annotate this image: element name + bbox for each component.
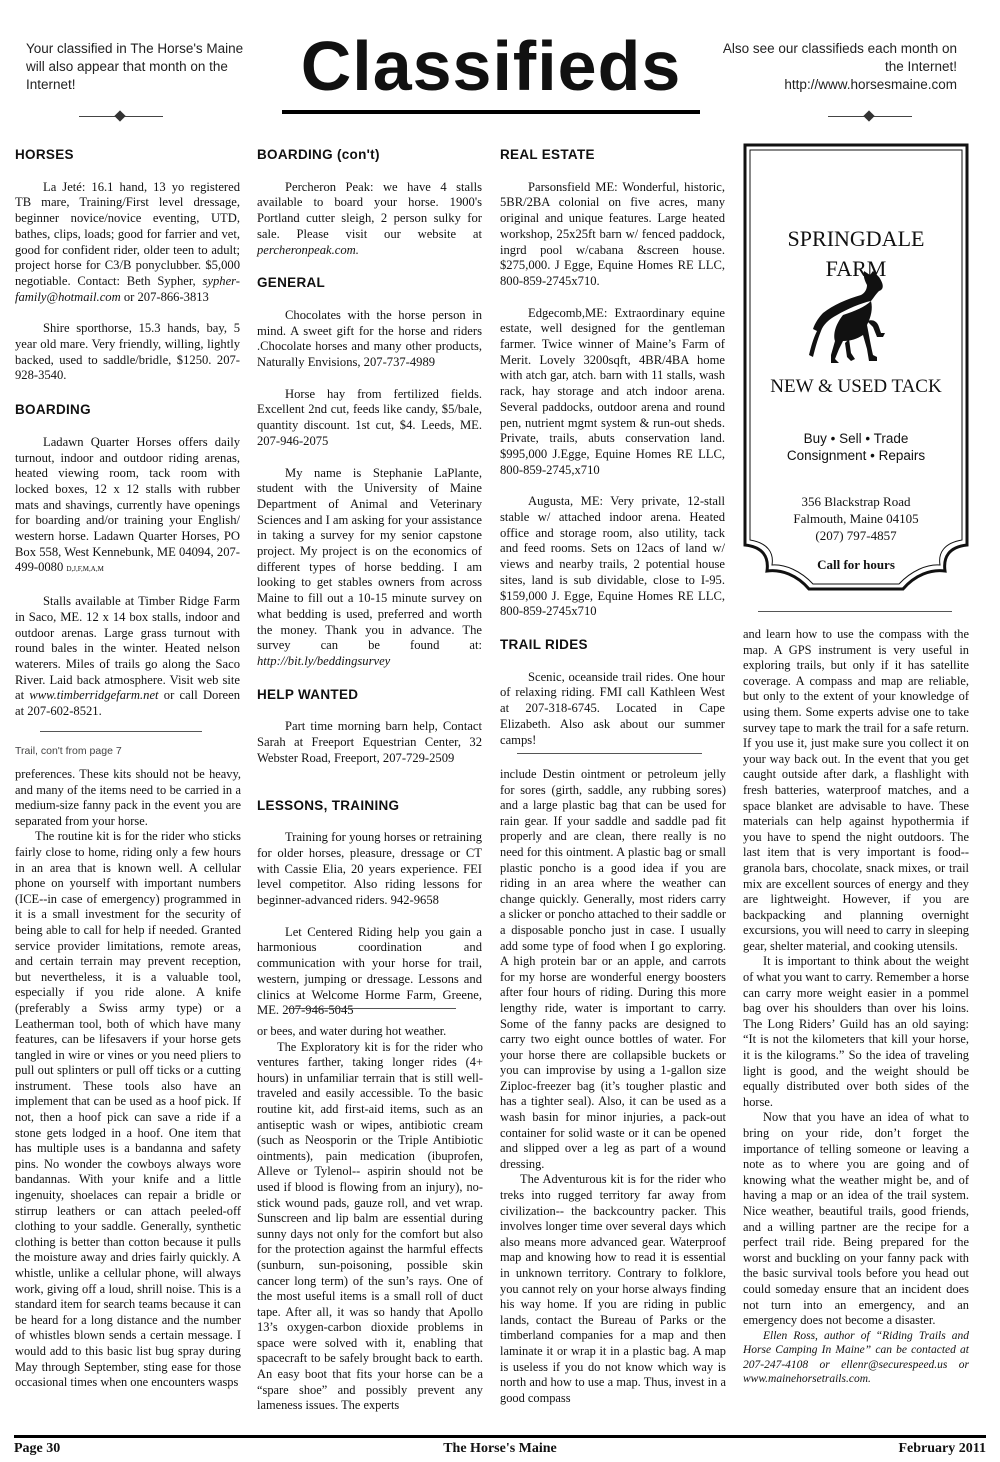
classified-ad-cassie-elia — [257, 830, 482, 909]
ad-run-code: D,J,F,M,A,M — [66, 565, 104, 574]
article-byline: Ellen Ross, author of “Riding Trails and Horse Camping In Maine” can be contacted at 207-247-4108 or ellenr@securespeed.us or www.mainehorsetrails.com. — [743, 1329, 969, 1386]
section-heading-trail-rides: TRAIL RIDES — [500, 636, 588, 652]
divider-rule — [758, 611, 952, 612]
springdale-farm-ad — [743, 143, 969, 605]
classified-ad-augusta — [500, 494, 725, 620]
column-2-classifieds — [257, 147, 482, 1019]
ad-website[interactable]: percheronpeak.com. — [257, 242, 359, 257]
classified-ad-parsonsfield — [500, 180, 725, 290]
ad-text-tail: or call Doreen at 207-602-8521. — [15, 688, 241, 719]
article-paragraph: preferences. These kits should not be heavy, and many of the items need to be carried in a medium-size fanny pack in the event you are separated from your horse. — [15, 767, 241, 828]
horse-silhouette-icon — [809, 271, 885, 363]
continuation-label: Trail, con't from page 7 — [15, 745, 122, 757]
classified-ad-ladawn — [15, 435, 240, 578]
article-paragraph: It is important to think about the weight of what you want to carry. Remember a horse can carry more weight easier in a pommel bag over his shoulders than over his loins. The Long Riders’ Guild has an old saying: “It is not the kilometers that kill your horse, it is the kilograms.” So the idea of traveling light is good, and the weight should be equally distributed over both sides of the horse. — [743, 954, 969, 1109]
section-heading-help-wanted: HELP WANTED — [257, 686, 359, 702]
ad-address-line2: Falmouth, Maine 04105 — [793, 511, 919, 526]
ad-text: Horse hay from fertilized fields. Excellent 2nd cut, feeds like candy, $5/bale, quantity discount. 1st cut, $4. Leeds, ME. 207-946-2075 — [257, 386, 482, 448]
section-heading-boarding: BOARDING — [15, 402, 91, 418]
ad-address — [743, 493, 969, 544]
ad-farm-name — [743, 224, 969, 284]
issue-date: February 2011 — [898, 1441, 986, 1456]
ad-text-tail: or 207-866-3813 — [123, 289, 209, 304]
ad-address-line1: 356 Blackstrap Road — [801, 494, 911, 509]
article-column-3 — [500, 767, 726, 1406]
classified-ad-oceanside-rides — [500, 670, 725, 749]
article-column-2 — [257, 1024, 483, 1414]
ad-text: Scenic, oceanside trail rides. One hour of relaxing riding. FMI call Kathleen West at 207-318-6745. Located in Cape Elizabeth. Also ask about our summer camps! — [500, 669, 725, 747]
ad-services — [743, 430, 969, 464]
publication-name: The Horse's Maine — [443, 1441, 557, 1456]
ad-tagline: NEW & USED TACK — [770, 376, 942, 397]
column-3-classifieds — [500, 147, 725, 748]
classified-ad-survey — [257, 466, 482, 670]
classified-ad-barn-help — [257, 719, 482, 766]
ad-text: Ladawn Quarter Horses offers daily turnout, indoor and outdoor riding arenas, heated viewing room, tack room with locked boxes, 12 x 12 stalls with rubber mats and shavings, currently have openings for boarding and/or training your English/ western horse. Ladawn Quarter Horses, PO Box 558, West Kennebunk, ME 04094, 207-499-0080 — [15, 434, 240, 575]
classified-ad-hay — [257, 387, 482, 450]
ad-text: Augusta, ME: Very private, 12-stall stable w/ attached indoor arena. Heated office and storage room, also utility, tack and feed rooms. Sets on 12acs of land w/ views and nearby trails, 2 potential house sites, land is sub dividable, close to I-95. $159,000 J. Egge, Equine Homes RE LLC, 800-859-2745x710 — [500, 494, 725, 619]
ad-text: Percheron Peak: we have 4 stalls available to board your horse. 1900's Portland cutter sleigh, 2 person sulky for sale. Please visit our website at — [257, 179, 482, 241]
header-left-note: Your classified in The Horse's Maine will also appear that month on the Internet! — [26, 41, 244, 92]
ad-text: Let Centered Riding help you gain a harmonious coordination and communication with your horse for trail, western, jumping or dressage. Lessons and clinics at Welcome Horme Farm, Greene, ME. 207-946-5045 — [257, 924, 482, 1018]
classified-ad-shire — [15, 321, 240, 384]
classified-ad-la-jete — [15, 180, 240, 306]
article-paragraph: The routine kit is for the rider who sticks fairly close to home, riding only a few hours in an area that is known well. A cellular phone on yourself with important numbers (ICE--in case of emergency) programmed in it is a small investment for the security of being able to call for help if needed. Granted service provider limitations, remote areas, and certain terrain may prevent reception, but nevertheless, it is a valuable tool, especially if you ride alone. A knife (preferably a Swiss army type) or a Leatherman tool, both of which have many features, can be lifesavers if your horse gets tangled in wire or vines or you need pliers to pull out splinters or pull off ticks or a cutting instrument. These tools also have an implement that can be used as a hoof pick. If not, then a hoof pick can save a ride if a stone gets lodged in a hoof. One item that has multiple uses is a bandanna and safety pins. No wonder the cowboys always wore bandannas. With your knife and a little ingenuity, shoelaces can repair a bridle or stirrup leathers or can attach peeled-off clothing to your saddle. Generally, synthetic clothing is better than cotton because it pulls the moisture away and dries fairly quickly. A whistle, unlike a cellular phone, will always work, giving off a loud, shrill noise. This is a standard item for search teams because it can be heard for a long distance and the number of whistles blown sends a certain message. I would add to this basic list bug spray during May through September, sting ease for those occasional times when one encounters wasps — [15, 829, 241, 1390]
ad-services-line2: Consignment • Repairs — [786, 448, 926, 463]
ad-farm-name-line2: FARM — [825, 256, 887, 281]
header-right-note — [712, 40, 957, 94]
ad-text: Part time morning barn help, Contact Sarah at Freeport Equestrian Center, 32 Webster Road, Freeport, 207-729-2509 — [257, 719, 482, 765]
article-paragraph: and learn how to use the compass with the map. A GPS instrument is very useful in exploring trails, but only if it has satellite coverage. A compass and map are reliable, but only to the extent of your knowledge of using them. Some experts advise one to take survey tape to mark the trail for a safe return. If you use it, just make sure you collect it on your way back out. In the event that you get caught outside after dark, a flashlight with fresh batteries, waterproof matches, and a space blanket are advisable to have. These materials can help against hypothermia if you have to spend the night outdoors. The last item that is very important is food-- granola bars, chocolate, snack mixes, or trail mix are excellent sources of energy and they are lightweight. However, if you are backpacking and planning overnight excursions, you will need to carry in sleeping gear, shelter material, and cooking utensils. — [743, 627, 969, 953]
classified-ad-percheron-peak — [257, 180, 482, 259]
ad-call-for-hours: Call for hours — [817, 557, 895, 572]
section-heading-boarding-cont: BOARDING (con't) — [257, 147, 380, 162]
classified-ad-edgecomb — [500, 306, 725, 479]
ad-text: La Jeté: 16.1 hand, 13 yo registered TB mare, Training/First level dressage, beginner novice/novice eventing, UTD, bathes, clips, loads; good for farrier and vet, good for confident rider, older teen to adult; project horse for C3/B ponyclubber. $5,000 negotiable. Contact: Beth Sypher, — [15, 179, 240, 288]
article-column-1 — [15, 767, 241, 1391]
classified-ad-centered-riding — [257, 925, 482, 1019]
footer-rule — [14, 1435, 986, 1438]
survey-link[interactable]: http://bit.ly/beddingsurvey — [257, 653, 391, 668]
ad-text: My name is Stephanie LaPlante, student with the University of Maine Department of Animal and Veterinary Sciences and I am asking for your assistance in taking a survey for my senior capstone project. My project is on the economics of different types of horse bedding. I am looking to get stables owners from across Maine to fill out a 10-15 minute survey on what bedding is used, preferred and worth the money. Thank you in advance. The survey can be found at: — [257, 465, 482, 653]
divider-rule — [517, 753, 702, 754]
ad-website[interactable]: www.timberridgefarm.net — [29, 688, 159, 703]
divider-rule — [288, 1008, 456, 1009]
divider-rule — [40, 731, 202, 732]
section-heading-horses: HORSES — [15, 147, 74, 162]
ad-phone: (207) 797-4857 — [815, 528, 897, 543]
ad-text: Training for young horses or retraining for older horses, pleasure, dressage or CT with Cassie Elia, 20 years experience. FEI level competitor. Also riding lessons for beginner-advanced riders. 942-9658 — [257, 830, 482, 908]
article-paragraph: or bees, and water during hot weather. — [257, 1024, 447, 1038]
ad-text: Chocolates with the horse person in mind. A sweet gift for the horse and riders .Chocolate horses and many other products, Naturally Envisions, 207-737-4989 — [257, 307, 482, 370]
column-1-classifieds — [15, 147, 240, 720]
article-paragraph: include Destin ointment or petroleum jelly for sores (girth, saddle, any rubbing sores) and a large plastic bag that can be used for rain gear. If your saddle and saddle pad fit properly and are clean, there really is no need for this ointment. A plastic bag or small plastic poncho is a good idea if you are riding in an area where the weather can change quickly. Generally, most riders carry a slicker or poncho attached to their saddle or a disposable poncho just in case. I usually add some type of food when I go exploring. A high protein bar or an apple, and carrots for my horse are wonderful energy boosters after four hours of riding. During this more lengthy ride, water is important to carry. Some of the fanny packs are designed to carry two eight ounce bottles of water. For your horse there are collapsible buckets or you can improvise by using a 1-gallon size Ziploc-freezer bag (it’s tougher plastic and has a tighter seal). Also, it can be used as a wash basin for minor injuries, a pack-out container for solid waste or it can be opened and slipped over a leg as part of a wound dressing. — [500, 767, 726, 1171]
section-heading-lessons: LESSONS, TRAINING — [257, 797, 400, 813]
page-number: Page 30 — [14, 1441, 61, 1456]
page-title: Classifieds — [282, 26, 700, 114]
website-link[interactable]: http://www.horsesmaine.com — [784, 77, 957, 92]
article-column-4 — [743, 627, 969, 1387]
ad-text: Parsonsfield ME: Wonderful, historic, 5BR/2BA colonial on five acres, many original and unique features. Large heated workshop, 25x25ft barn w/ fenced paddock, ingrd pool w/cabana &screen house. $275,000. J Egge, Equine Homes RE LLC, 800-859-2745x710. — [500, 179, 725, 288]
header-right-note-text: Also see our classifieds each month on the Internet! — [722, 41, 957, 74]
ad-email[interactable]: sypher-family@hotmail.com — [15, 273, 241, 304]
ornament-divider-right — [828, 112, 912, 122]
section-heading-general: GENERAL — [257, 275, 326, 291]
ad-text: Edgecomb,ME: Extraordinary equine estate, well designed for the gentleman farmer. Twice winner of Maine’s Farm of Merit. Lovely 3200sqft, 4BR/4BA home with atch gar, atch. barn with 11 stalls, wash rack, hay storage and atch indoor arena. Several paddocks, outdoor arena and round pen, nutrient mgmt system & run-out sheds. Private, trails, abuts conservation land. $995,000 J.Egge, Equine Homes RE LLC, 800-859-2745,x710 — [500, 305, 725, 477]
ad-services-line1: Buy • Sell • Trade — [803, 431, 909, 446]
ornament-divider-left — [79, 112, 163, 122]
ad-text: Stalls available at Timber Ridge Farm in Saco, ME. 12 x 14 box stalls, indoor and outdoor arenas. Large grass turnout with round bales in the winter. Heated nelson waterers. Miles of trails go along the Saco River. Laid back atmosphere. Visit web site at — [15, 594, 240, 703]
article-paragraph: The Exploratory kit is for the rider who ventures farther, taking longer rides (4+ hours) in unfamiliar terrain that is still well-traveled and easily accessible. To the basic routine kit, add first-aid items, such as an antiseptic wash or wipes, antibiotic cream (such as Neosporin or the Triple Antibiotic ointments), pain medication (ibuprofen, Alleve or Tylenol-- aspirin should not be used if blood is flowing from an injury), no-stick wound pads, gauze roll, and vet wrap. Sunscreen and lip balm are essential during sunny days not only for the comfort but also for the protection against the harmful effects (sunburn, sun-poisoning, possible skin cancer long term) of the sun’s rays. One of the most useful items is a small roll of duct tape. After all, it was so handy that Apollo 13’s oxygen-carbon dioxide problems in space were solved with it, enabling that spacecraft to be safely brought back to earth. An easy boot that fits your horse can be a “spare shoe” and possibly prevent any lameness issues. The experts — [257, 1039, 483, 1413]
article-paragraph: The Adventurous kit is for the rider who treks into rugged territory far away from civilization-- the backcountry packer. This involves longer time over several days which also means more advanced gear. Waterproof map and knowing how to read it is essential in unknown territory. Contrary to folklore, you cannot rely on your horse always finding his way home. If you are riding in public lands, contact the Bureau of Parks or the timberland companies for a map and then laminate it or wrap it in a plastic bag. A map is useless if you do not know which way is north and how to use a map. Thus, invest in a good compass — [500, 1172, 726, 1405]
ad-text: Shire sporthorse, 15.3 hands, bay, 5 year old mare. Very friendly, willing, lightly backed, used to saddle/bridle, $1250. 207-928-3540. — [15, 321, 240, 383]
ad-farm-name-line1: SPRINGDALE — [787, 226, 925, 251]
classified-ad-chocolates — [257, 308, 482, 371]
article-paragraph: Now that you have an idea of what to bring on your ride, don’t forget the importance of telling someone or leaving a note as to where you are going and of knowing what the weather might be, and of having a map or an idea of the trail system. Nice weather, beautiful trails, good friends, and a willing partner are the recipe for a perfect trail ride. Being prepared for the worst and buckling on your fanny pack with the basic survival tools before you head out could someday ensure that an incident does not turn into an emergency, and an emergency does not become a disaster. — [743, 1110, 969, 1328]
section-heading-real-estate: REAL ESTATE — [500, 147, 595, 162]
classified-ad-timber-ridge — [15, 594, 240, 720]
